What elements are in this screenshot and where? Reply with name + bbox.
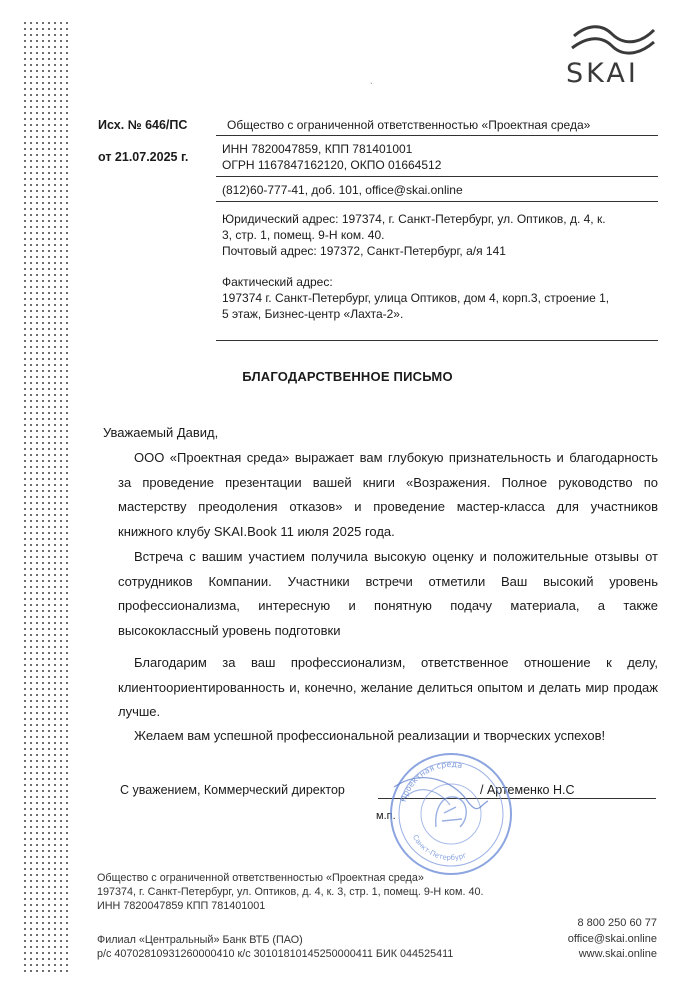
footer-account: р/с 40702810931260000410 к/с 30101810145250000411 БИК 044525411 bbox=[97, 948, 454, 960]
paragraph: ООО «Проектная среда» выражает вам глубокую признательность и благодарность за проведение презентации вашей книги «Возражения. Полное руководство по мастерству преодоления отказов» и проведение мастер-класса для участников книжного клубу SKAI.Book 11 июля 2025 года. bbox=[118, 450, 658, 539]
company-ogrn: ОГРН 1167847162120, ОКПО 01664512 bbox=[222, 158, 442, 172]
logo-text: SKAI bbox=[566, 58, 639, 89]
outgoing-number: Исх. № 646/ПС bbox=[98, 118, 188, 132]
dotted-border-decoration bbox=[22, 20, 70, 975]
actual-address-line2: 5 этаж, Бизнес-центр «Лахта-2». bbox=[222, 307, 404, 321]
paragraph: Встреча с вашим участием получила высокую оценку и положительные отзывы от сотрудников Компании. Участники встречи отметили Ваш высокий уровень профессионализма, интересную и понятную подачу материала, а также высококлассный уровень подготовки bbox=[118, 549, 658, 638]
footer-email: office@skai.online bbox=[567, 932, 657, 945]
actual-address-label: Фактический адрес: bbox=[222, 275, 333, 289]
company-phone: (812)60-777-41, доб. 101, office@skai.online bbox=[222, 183, 463, 197]
stamp-place-label: м.п. bbox=[376, 810, 396, 822]
wave-icon bbox=[566, 22, 658, 58]
footer-site: www.skai.online bbox=[578, 948, 657, 960]
footer-inn: ИНН 7820047859 КПП 781401001 bbox=[97, 900, 266, 912]
svg-text:Санкт-Петербург bbox=[411, 834, 468, 863]
footer-bank: Филиал «Центральный» Банк ВТБ (ПАО) bbox=[97, 934, 303, 946]
divider bbox=[216, 135, 658, 136]
company-inn: ИНН 7820047859, КПП 781401001 bbox=[222, 142, 413, 156]
paragraph: Благодарим за ваш профессионализм, ответственное отношение к делу, клиентоориентированность и, конечно, желание делиться опытом и делать мир продаж лучше. bbox=[118, 655, 658, 719]
signer-name: / Артеменко Н.С bbox=[480, 783, 575, 797]
postal-address: Почтовый адрес: 197372, Санкт-Петербург, а/я 141 bbox=[222, 244, 506, 258]
footer-address: 197374, г. Санкт-Петербург, ул. Оптиков, д. 4, к. 3, стр. 1, помещ. 9-Н ком. 40. bbox=[97, 886, 484, 898]
stamp-outer-text: Проектная среда bbox=[398, 759, 464, 803]
footer-contacts bbox=[568, 916, 657, 963]
footer-company: Общество с ограниченной ответственностью «Проектная среда» bbox=[97, 872, 424, 884]
letter-title: БЛАГОДАРСТВЕННОЕ ПИСЬМО bbox=[242, 369, 453, 384]
scan-mark: ˎ bbox=[370, 74, 373, 84]
closing-line: С уважением, Коммерческий директор bbox=[120, 783, 345, 797]
legal-address-line2: 3, стр. 1, помещ. 9-Н ком. 40. bbox=[222, 228, 385, 242]
letter-date: от 21.07.2025 г. bbox=[98, 150, 189, 164]
stamp-bottom-text: Санкт-Петербург bbox=[410, 833, 468, 863]
footer-phone: 8 800 250 60 77 bbox=[577, 917, 657, 929]
salutation: Уважаемый Давид, bbox=[103, 425, 219, 440]
legal-address-line1: Юридический адрес: 197374, г. Санкт-Петербург, ул. Оптиков, д. 4, к. bbox=[222, 212, 606, 226]
paragraph: Желаем вам успешной профессиональной реализации и творческих успехов! bbox=[134, 728, 606, 743]
skai-logo bbox=[566, 22, 658, 92]
actual-address-line1: 197374 г. Санкт-Петербург, улица Оптиков, дом 4, корп.3, строение 1, bbox=[222, 291, 610, 305]
divider bbox=[216, 201, 658, 202]
company-seal-stamp bbox=[384, 747, 518, 881]
divider bbox=[216, 176, 658, 177]
company-name: Общество с ограниченной ответственностью «Проектная среда» bbox=[227, 118, 591, 132]
divider bbox=[216, 340, 658, 341]
